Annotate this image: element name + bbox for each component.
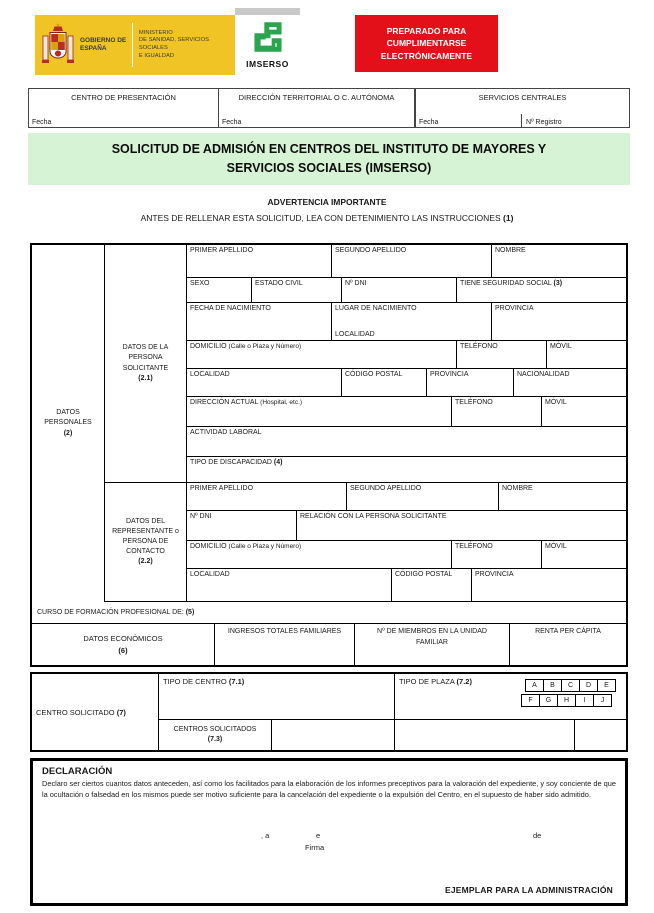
solicitante-section-label: DATOS DE LA PERSONA SOLICITANTE (2.1) <box>105 245 187 482</box>
field-movil-rep[interactable]: MÓVIL <box>545 543 567 550</box>
field-curso-formacion[interactable]: CURSO DE FORMACIÓN PROFESIONAL DE: (5) <box>32 602 626 624</box>
field-segundo-apellido-rep[interactable]: SEGUNDO APELLIDO <box>347 483 499 510</box>
logo-divider <box>132 23 133 67</box>
spain-coat-of-arms-icon <box>42 23 74 67</box>
section-representante <box>105 483 626 602</box>
field-localidad-rep[interactable]: LOCALIDAD <box>187 569 392 601</box>
field-centro-solicitado-1[interactable] <box>272 720 395 750</box>
field-seguridad-social[interactable]: TIENE SEGURIDAD SOCIAL (3) <box>460 280 563 287</box>
centros-solicitados-label: CENTROS SOLICITADOS (7.3) <box>159 720 272 750</box>
plaza-option-a[interactable]: A <box>525 679 544 692</box>
field-dni-rep[interactable]: Nº DNI <box>187 511 297 540</box>
column-header: CENTRO DE PRESENTACIÓN <box>71 93 176 102</box>
declaracion-heading: DECLARACIÓN <box>42 766 113 777</box>
centro-presentacion-column <box>29 89 219 127</box>
registro-divider <box>521 114 522 127</box>
field-actividad-laboral[interactable]: ACTIVIDAD LABORAL <box>190 429 262 436</box>
row-dni-representante <box>187 511 626 541</box>
row-localidad <box>187 369 626 397</box>
row-nombre-representante <box>187 483 626 511</box>
plaza-option-g[interactable]: G <box>539 694 558 707</box>
centro-solicitado-label: CENTRO SOLICITADO (7) <box>32 674 159 750</box>
field-relacion-solicitante[interactable]: RELACIÓN CON LA PERSONA SOLICITANTE <box>300 513 447 520</box>
field-miembros-unidad[interactable]: Nº DE MIEMBROS EN LA UNIDAD FAMILIAR <box>355 624 510 665</box>
plaza-option-f[interactable]: F <box>521 694 540 707</box>
field-primer-apellido[interactable]: PRIMER APELLIDO <box>187 245 332 277</box>
section-solicitante <box>105 245 626 483</box>
plaza-option-j[interactable]: J <box>593 694 612 707</box>
field-tipo-plaza: TIPO DE PLAZA (7.2) A B C D E F G H I J <box>395 674 626 719</box>
field-dni[interactable]: Nº DNI <box>342 278 457 302</box>
field-codigo-postal[interactable]: CÓDIGO POSTAL <box>342 369 427 396</box>
date-place-field[interactable]: , a <box>261 831 270 840</box>
field-lugar-nacimiento[interactable]: LUGAR DE NACIMIENTO LOCALIDAD <box>332 303 492 340</box>
field-estado-civil[interactable]: ESTADO CIVIL <box>252 278 342 302</box>
row-datos-economicos <box>32 624 626 665</box>
plaza-option-d[interactable]: D <box>579 679 598 692</box>
field-direccion-actual[interactable]: DIRECCIÓN ACTUAL (Hospital, etc.) <box>187 397 452 426</box>
column-header: DIRECCIÓN TERRITORIAL O C. AUTÓNOMA <box>238 93 395 102</box>
row-dni <box>187 278 626 303</box>
direccion-territorial-column <box>219 89 416 127</box>
date-month-field[interactable]: de <box>533 831 542 840</box>
datos-economicos-label: DATOS ECONÓMICOS (6) <box>32 624 215 665</box>
imserso-gray-strip <box>235 8 300 15</box>
field-telefono-actual[interactable]: TELÉFONO <box>452 397 542 426</box>
field-movil[interactable]: MÓVIL <box>550 343 572 350</box>
declaracion-text: Declaro ser ciertos cuantos datos anteceden, así como los facilitados para la elaboración de los informes preceptivos para la valoración del expediente, y soy conciente de que la ocultación o falsedad en los mismos puede ser motivo suficiente para la cancelación del expediente o la expulsión del Centro, en el supuesto de haber sido admitido. <box>42 779 616 800</box>
field-localidad[interactable]: LOCALIDAD <box>187 369 342 396</box>
fecha-field[interactable]: Fecha <box>419 119 439 126</box>
row-nombre <box>187 245 626 278</box>
field-tipo-discapacidad[interactable]: TIPO DE DISCAPACIDAD (4) <box>190 459 283 466</box>
servicios-centrales-column <box>416 89 629 127</box>
field-segundo-apellido[interactable]: SEGUNDO APELLIDO <box>332 245 492 277</box>
field-telefono-rep[interactable]: TELÉFONO <box>452 541 542 568</box>
plaza-option-h[interactable]: H <box>557 694 576 707</box>
fecha-field[interactable]: Fecha <box>32 119 52 126</box>
field-movil-actual[interactable]: MÓVIL <box>545 399 567 406</box>
field-renta-per-capita[interactable]: RENTA PER CÁPITA <box>535 628 601 635</box>
field-sexo[interactable]: SEXO <box>187 278 252 302</box>
plaza-option-b[interactable]: B <box>543 679 562 692</box>
field-nombre[interactable]: NOMBRE <box>495 247 526 254</box>
ministerio-label: MINISTERIO DE SANIDAD, SERVICIOS SOCIALES E IGUALDAD <box>138 29 210 59</box>
plaza-option-c[interactable]: C <box>561 679 580 692</box>
gobierno-de-espana-label: GOBIERNO DE ESPAÑA <box>80 36 127 52</box>
numero-registro-field[interactable]: Nº Registro <box>526 119 562 126</box>
field-provincia-rep[interactable]: PROVINCIA <box>475 571 514 578</box>
row-nacimiento <box>187 303 626 341</box>
imserso-wordmark: IMSERSO <box>246 59 289 69</box>
tipo-plaza-checkbox-grid <box>526 679 616 707</box>
field-domicilio[interactable]: DOMICILIO (Calle o Plaza y Número) <box>187 341 457 368</box>
field-centro-solicitado-3[interactable] <box>575 720 626 750</box>
row-actividad-laboral <box>187 427 626 457</box>
presentation-table <box>28 88 630 128</box>
field-provincia[interactable]: PROVINCIA <box>427 369 514 396</box>
field-tipo-centro[interactable]: TIPO DE CENTRO (7.1) <box>159 674 395 719</box>
instruction-ref: (1) <box>503 213 514 223</box>
warning-text: ANTES DE RELLENAR ESTA SOLICITUD, LEA CON DETENIMIENTO LAS INSTRUCCIONES (1) <box>140 213 514 223</box>
government-logo-block <box>35 15 235 75</box>
row-discapacidad <box>187 457 626 482</box>
form-title: SOLICITUD DE ADMISIÓN EN CENTROS DEL INSTITUTO DE MAYORES Y SERVICIOS SOCIALES (IMSERSO) <box>28 133 630 185</box>
representante-section-label: DATOS DEL REPRESENTANTE o PERSONA DE CONTACTO (2.2) <box>105 483 187 601</box>
datos-personales-group-label: DATOS PERSONALES (2) <box>32 245 105 602</box>
warning-heading: ADVERTENCIA IMPORTANTE <box>267 197 387 207</box>
field-provincia-nacimiento[interactable]: PROVINCIA <box>495 305 534 312</box>
declaracion-box <box>30 758 628 906</box>
row-localidad-representante <box>187 569 626 601</box>
plaza-option-e[interactable]: E <box>597 679 616 692</box>
firma-field[interactable]: Firma <box>305 843 325 852</box>
centro-solicitado-table <box>30 672 628 752</box>
row-domicilio <box>187 341 626 369</box>
fecha-field[interactable]: Fecha <box>222 119 242 126</box>
field-codigo-postal-rep[interactable]: CÓDIGO POSTAL <box>392 569 472 601</box>
copy-footer-label: EJEMPLAR PARA LA ADMINISTRACIÓN <box>444 885 613 895</box>
warning-block <box>0 197 654 223</box>
electronic-fill-stamp: PREPARADO PARA CUMPLIMENTARSE ELECTRÓNICAMENTE <box>355 15 498 72</box>
field-nacionalidad[interactable]: NACIONALIDAD <box>517 371 570 378</box>
field-fecha-nacimiento[interactable]: FECHA DE NACIMIENTO <box>187 303 332 340</box>
imserso-logo-block <box>235 8 300 75</box>
field-domicilio-rep[interactable]: DOMICILIO (Calle o Plaza y Número) <box>187 541 452 568</box>
plaza-option-i[interactable]: I <box>575 694 594 707</box>
field-ingresos-familiares[interactable]: INGRESOS TOTALES FAMILIARES <box>215 624 355 665</box>
field-centro-solicitado-2[interactable] <box>395 720 575 750</box>
field-telefono[interactable]: TELÉFONO <box>457 341 547 368</box>
row-domicilio-representante <box>187 541 626 569</box>
field-nombre-rep[interactable]: NOMBRE <box>502 485 533 492</box>
field-primer-apellido-rep[interactable]: PRIMER APELLIDO <box>187 483 347 510</box>
date-day-field[interactable]: e <box>316 831 321 840</box>
datos-personales-table <box>30 243 628 667</box>
column-header: SERVICIOS CENTRALES <box>478 93 567 102</box>
imserso-logo-icon <box>253 21 283 53</box>
row-direccion-actual <box>187 397 626 427</box>
